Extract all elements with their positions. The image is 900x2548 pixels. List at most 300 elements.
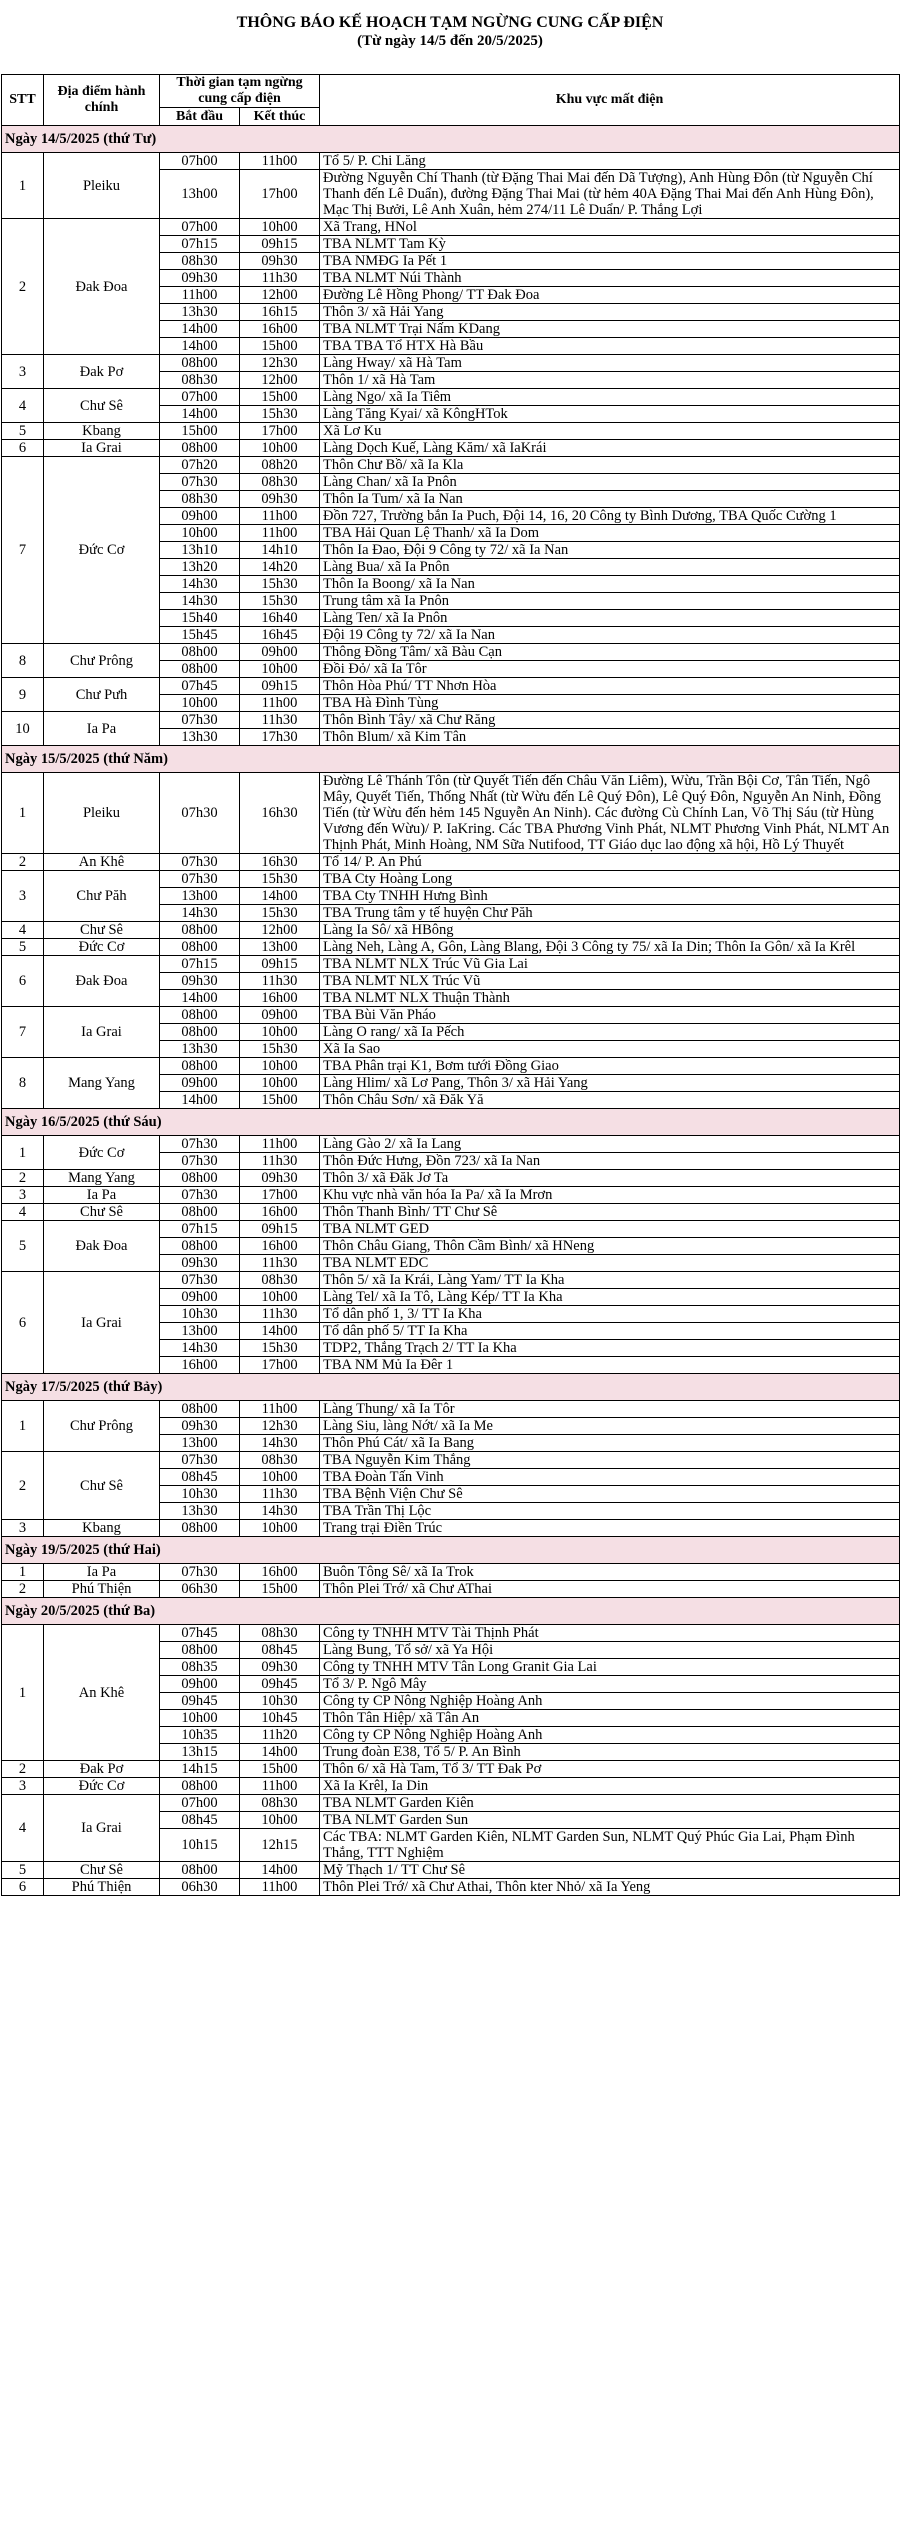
location-cell: Phú Thiện	[44, 1879, 160, 1896]
stt-cell: 1	[2, 1401, 44, 1452]
table-row	[2, 1795, 900, 1812]
end-time-cell: 08h20	[240, 457, 320, 474]
end-time-cell: 11h00	[240, 1778, 320, 1795]
start-time-cell: 08h45	[160, 1812, 240, 1829]
end-time-cell: 17h30	[240, 729, 320, 746]
location-cell: Chư Prông	[44, 644, 160, 678]
start-time-cell: 08h00	[160, 1058, 240, 1075]
area-cell: Trang trại Điền Trúc	[320, 1520, 900, 1537]
start-time-cell: 08h00	[160, 1520, 240, 1537]
area-cell: Thôn Blum/ xã Kim Tân	[320, 729, 900, 746]
schedule-body	[2, 126, 900, 1896]
end-time-cell: 17h00	[240, 1187, 320, 1204]
end-time-cell: 15h30	[240, 576, 320, 593]
area-cell: Tổ 3/ P. Ngô Mây	[320, 1676, 900, 1693]
start-time-cell: 14h30	[160, 1340, 240, 1357]
area-cell: Thôn Ia Tum/ xã Ia Nan	[320, 491, 900, 508]
table-row	[2, 355, 900, 372]
area-cell: Làng Chan/ xã Ia Pnôn	[320, 474, 900, 491]
end-time-cell: 11h20	[240, 1727, 320, 1744]
area-cell: Làng O rang/ xã Ia Pếch	[320, 1024, 900, 1041]
location-cell: Ia Grai	[44, 1795, 160, 1862]
end-time-cell: 14h30	[240, 1503, 320, 1520]
stt-cell: 5	[2, 939, 44, 956]
start-time-cell: 07h30	[160, 871, 240, 888]
end-time-cell: 08h30	[240, 1625, 320, 1642]
stt-cell: 2	[2, 1452, 44, 1520]
area-cell: Đường Lê Thánh Tôn (từ Quyết Tiến đến Châu Văn Liêm), Wừu, Trần Bội Cơ, Tân Tiến, Ngô Mây, Quyết Tiến, Thống Nhất (từ Wừu đến Lê Quý Đôn), Lê Quý Đôn, Nguyễn An Ninh, Đồng Tiến (từ Wừu đến hẻm 145 Nguyễn An Ninh). Các đường Cù Chính Lan, Võ Thị Sáu (từ Hùng Vương đến Wừu)/ P. IaKring. Các TBA Phương Vinh Phát, NLMT Phương Vinh Phát, NLMT An Thịnh Phát, Minh Hoàng, NM Sữa Nutifood, TT Giáo dục lao động xã hội, Hồ Lý Thuyết	[320, 773, 900, 854]
header-area: Khu vực mất điện	[320, 75, 900, 126]
location-cell: Chư Pưh	[44, 678, 160, 712]
area-cell: TBA Cty TNHH Hưng Bình	[320, 888, 900, 905]
end-time-cell: 11h00	[240, 1401, 320, 1418]
stt-cell: 9	[2, 678, 44, 712]
start-time-cell: 06h30	[160, 1581, 240, 1598]
area-cell: Thôn Châu Giang, Thôn Cầm Bình/ xã HNeng	[320, 1238, 900, 1255]
start-time-cell: 08h00	[160, 644, 240, 661]
start-time-cell: 14h00	[160, 1092, 240, 1109]
start-time-cell: 07h30	[160, 1452, 240, 1469]
table-row	[2, 1778, 900, 1795]
area-cell: Thôn Plei Trớ/ xã Chư Athai, Thôn kter Nhỏ/ xã Ia Yeng	[320, 1879, 900, 1896]
header-end: Kết thúc	[240, 108, 320, 126]
start-time-cell: 13h30	[160, 304, 240, 321]
start-time-cell: 08h00	[160, 1170, 240, 1187]
day-header-row	[2, 1374, 900, 1401]
stt-cell: 3	[2, 1187, 44, 1204]
area-cell: Làng Tel/ xã Ia Tô, Làng Kép/ TT Ia Kha	[320, 1289, 900, 1306]
end-time-cell: 14h10	[240, 542, 320, 559]
table-row	[2, 1761, 900, 1778]
start-time-cell: 10h00	[160, 1710, 240, 1727]
end-time-cell: 09h45	[240, 1676, 320, 1693]
end-time-cell: 08h30	[240, 474, 320, 491]
day-header-row	[2, 1598, 900, 1625]
end-time-cell: 16h00	[240, 321, 320, 338]
end-time-cell: 17h00	[240, 1357, 320, 1374]
start-time-cell: 14h00	[160, 406, 240, 423]
area-cell: TBA Đoàn Tấn Vinh	[320, 1469, 900, 1486]
stt-cell: 4	[2, 389, 44, 423]
location-cell: Chư Sê	[44, 1862, 160, 1879]
area-cell: TBA NMĐG Ia Pết 1	[320, 253, 900, 270]
table-row	[2, 712, 900, 729]
area-cell: TDP2, Thắng Trạch 2/ TT Ia Kha	[320, 1340, 900, 1357]
location-cell: Đức Cơ	[44, 1136, 160, 1170]
table-row	[2, 854, 900, 871]
area-cell: TBA Nguyễn Kim Thắng	[320, 1452, 900, 1469]
location-cell: Phú Thiện	[44, 1581, 160, 1598]
location-cell: Chư Păh	[44, 871, 160, 922]
area-cell: Làng Siu, làng Nớt/ xã Ia Me	[320, 1418, 900, 1435]
end-time-cell: 09h30	[240, 253, 320, 270]
start-time-cell: 07h30	[160, 1187, 240, 1204]
end-time-cell: 10h00	[240, 1058, 320, 1075]
end-time-cell: 16h00	[240, 1204, 320, 1221]
stt-cell: 2	[2, 1170, 44, 1187]
end-time-cell: 10h45	[240, 1710, 320, 1727]
table-row	[2, 1625, 900, 1642]
start-time-cell: 07h30	[160, 1136, 240, 1153]
area-cell: Đội 19 Công ty 72/ xã Ia Nan	[320, 627, 900, 644]
area-cell: Làng Neh, Làng A, Gôn, Làng Blang, Đội 3 Công ty 75/ xã Ia Din; Thôn Ia Gôn/ xã Ia Krêl	[320, 939, 900, 956]
area-cell: Làng Ten/ xã Ia Pnôn	[320, 610, 900, 627]
area-cell: TBA Bệnh Viện Chư Sê	[320, 1486, 900, 1503]
start-time-cell: 08h00	[160, 1401, 240, 1418]
area-cell: TBA NLMT GED	[320, 1221, 900, 1238]
start-time-cell: 08h00	[160, 939, 240, 956]
location-cell: Mang Yang	[44, 1058, 160, 1109]
start-time-cell: 08h00	[160, 1778, 240, 1795]
area-cell: TBA Trung tâm y tế huyện Chư Păh	[320, 905, 900, 922]
start-time-cell: 07h45	[160, 1625, 240, 1642]
start-time-cell: 07h30	[160, 1564, 240, 1581]
table-row	[2, 1058, 900, 1075]
end-time-cell: 10h30	[240, 1693, 320, 1710]
table-row	[2, 219, 900, 236]
stt-cell: 5	[2, 423, 44, 440]
area-cell: Làng Bung, Tổ sở/ xã Ya Hội	[320, 1642, 900, 1659]
table-row	[2, 1272, 900, 1289]
start-time-cell: 08h00	[160, 1204, 240, 1221]
table-row	[2, 939, 900, 956]
start-time-cell: 09h00	[160, 508, 240, 525]
end-time-cell: 16h15	[240, 304, 320, 321]
table-row	[2, 457, 900, 474]
start-time-cell: 15h40	[160, 610, 240, 627]
start-time-cell: 10h00	[160, 695, 240, 712]
area-cell: Khu vực nhà văn hóa Ia Pa/ xã Ia Mrơn	[320, 1187, 900, 1204]
end-time-cell: 11h00	[240, 153, 320, 170]
area-cell: Xã Trang, HNol	[320, 219, 900, 236]
start-time-cell: 09h30	[160, 973, 240, 990]
location-cell: Ia Grai	[44, 1272, 160, 1374]
location-cell: Chư Sê	[44, 389, 160, 423]
table-row	[2, 389, 900, 406]
stt-cell: 1	[2, 773, 44, 854]
start-time-cell: 10h35	[160, 1727, 240, 1744]
end-time-cell: 16h00	[240, 1564, 320, 1581]
start-time-cell: 07h00	[160, 389, 240, 406]
stt-cell: 10	[2, 712, 44, 746]
location-cell: Pleiku	[44, 153, 160, 219]
area-cell: TBA NLMT Garden Kiên	[320, 1795, 900, 1812]
end-time-cell: 11h30	[240, 1255, 320, 1272]
area-cell: Thôn Châu Sơn/ xã Đăk Yă	[320, 1092, 900, 1109]
end-time-cell: 15h00	[240, 338, 320, 355]
start-time-cell: 15h45	[160, 627, 240, 644]
end-time-cell: 14h00	[240, 1323, 320, 1340]
table-row	[2, 1581, 900, 1598]
end-time-cell: 12h00	[240, 922, 320, 939]
location-cell: An Khê	[44, 854, 160, 871]
start-time-cell: 08h45	[160, 1469, 240, 1486]
start-time-cell: 13h00	[160, 1323, 240, 1340]
end-time-cell: 11h00	[240, 525, 320, 542]
end-time-cell: 10h00	[240, 1520, 320, 1537]
end-time-cell: 08h30	[240, 1452, 320, 1469]
end-time-cell: 17h00	[240, 170, 320, 219]
end-time-cell: 15h00	[240, 1092, 320, 1109]
area-cell: TBA NLMT Trại Nấm KDang	[320, 321, 900, 338]
start-time-cell: 08h30	[160, 372, 240, 389]
area-cell: Công ty TNHH MTV Tân Long Granit Gia Lai	[320, 1659, 900, 1676]
start-time-cell: 13h10	[160, 542, 240, 559]
end-time-cell: 09h00	[240, 1007, 320, 1024]
start-time-cell: 14h15	[160, 1761, 240, 1778]
table-row	[2, 1170, 900, 1187]
area-cell: Làng Bua/ xã Ia Pnôn	[320, 559, 900, 576]
table-row	[2, 956, 900, 973]
area-cell: Đường Nguyễn Chí Thanh (từ Đặng Thai Mai đến Dã Tượng), Anh Hùng Đôn (từ Nguyễn Chí Thanh đến Lê Duẩn), đường Đặng Thai Mai (từ hẻm 40A Đặng Thai Mai đến Anh Hùng Đôn), Mạc Thị Bưởi, Lê Anh Xuân, hẻm 274/11 Lê Duẩn/ P. Thắng Lợi	[320, 170, 900, 219]
area-cell: Thôn Tân Hiệp/ xã Tân An	[320, 1710, 900, 1727]
area-cell: TBA NLMT Tam Kỳ	[320, 236, 900, 253]
start-time-cell: 14h30	[160, 593, 240, 610]
end-time-cell: 11h30	[240, 973, 320, 990]
area-cell: Thôn Ia Đao, Đội 9 Công ty 72/ xã Ia Nan	[320, 542, 900, 559]
end-time-cell: 09h30	[240, 1170, 320, 1187]
area-cell: Xã Ia Sao	[320, 1041, 900, 1058]
header-location: Địa điểm hành chính	[44, 75, 160, 126]
end-time-cell: 09h15	[240, 1221, 320, 1238]
area-cell: TBA TBA Tổ HTX Hà Bầu	[320, 338, 900, 355]
start-time-cell: 09h30	[160, 1255, 240, 1272]
stt-cell: 6	[2, 956, 44, 1007]
start-time-cell: 08h35	[160, 1659, 240, 1676]
stt-cell: 3	[2, 1520, 44, 1537]
end-time-cell: 12h00	[240, 287, 320, 304]
location-cell: Đức Cơ	[44, 939, 160, 956]
table-row	[2, 1879, 900, 1896]
table-row	[2, 922, 900, 939]
area-cell: Thôn 3/ xã Hải Yang	[320, 304, 900, 321]
start-time-cell: 13h30	[160, 729, 240, 746]
location-cell: Đak Đoa	[44, 1221, 160, 1272]
area-cell: TBA Bùi Văn Pháo	[320, 1007, 900, 1024]
end-time-cell: 16h40	[240, 610, 320, 627]
area-cell: TBA Trần Thị Lộc	[320, 1503, 900, 1520]
start-time-cell: 07h00	[160, 1795, 240, 1812]
start-time-cell: 11h00	[160, 287, 240, 304]
end-time-cell: 16h30	[240, 773, 320, 854]
start-time-cell: 13h30	[160, 1041, 240, 1058]
location-cell: Đak Pơ	[44, 355, 160, 389]
area-cell: TBA NLMT Núi Thành	[320, 270, 900, 287]
start-time-cell: 10h00	[160, 525, 240, 542]
location-cell: Ia Grai	[44, 440, 160, 457]
area-cell: Công ty TNHH MTV Tài Thịnh Phát	[320, 1625, 900, 1642]
start-time-cell: 08h30	[160, 491, 240, 508]
day-header-row	[2, 746, 900, 773]
start-time-cell: 08h00	[160, 1238, 240, 1255]
start-time-cell: 13h00	[160, 888, 240, 905]
end-time-cell: 12h00	[240, 372, 320, 389]
start-time-cell: 14h00	[160, 321, 240, 338]
location-cell: Ia Pa	[44, 712, 160, 746]
end-time-cell: 10h00	[240, 440, 320, 457]
area-cell: Tổ dân phố 1, 3/ TT Ia Kha	[320, 1306, 900, 1323]
area-cell: Làng Hlim/ xã Lơ Pang, Thôn 3/ xã Hải Yang	[320, 1075, 900, 1092]
start-time-cell: 08h30	[160, 253, 240, 270]
start-time-cell: 07h30	[160, 854, 240, 871]
table-row	[2, 1007, 900, 1024]
stt-cell: 5	[2, 1862, 44, 1879]
start-time-cell: 07h30	[160, 1153, 240, 1170]
area-cell: Xã Lơ Ku	[320, 423, 900, 440]
end-time-cell: 16h45	[240, 627, 320, 644]
end-time-cell: 12h15	[240, 1829, 320, 1862]
stt-cell: 5	[2, 1221, 44, 1272]
area-cell: Thôn Bình Tây/ xã Chư Răng	[320, 712, 900, 729]
area-cell: Thông Đồng Tâm/ xã Bàu Cạn	[320, 644, 900, 661]
area-cell: Tổ dân phố 5/ TT Ia Kha	[320, 1323, 900, 1340]
stt-cell: 1	[2, 1136, 44, 1170]
area-cell: Tổ 14/ P. An Phú	[320, 854, 900, 871]
end-time-cell: 10h00	[240, 1024, 320, 1041]
stt-cell: 7	[2, 1007, 44, 1058]
area-cell: TBA Hải Quan Lệ Thanh/ xã Ia Dom	[320, 525, 900, 542]
area-cell: Làng Ngo/ xã Ia Tiêm	[320, 389, 900, 406]
start-time-cell: 10h15	[160, 1829, 240, 1862]
end-time-cell: 09h15	[240, 956, 320, 973]
stt-cell: 4	[2, 922, 44, 939]
end-time-cell: 16h30	[240, 854, 320, 871]
location-cell: Ia Pa	[44, 1564, 160, 1581]
end-time-cell: 08h30	[240, 1272, 320, 1289]
area-cell: Làng Tăng Kyai/ xã KôngHTok	[320, 406, 900, 423]
location-cell: Đức Cơ	[44, 1778, 160, 1795]
start-time-cell: 08h00	[160, 440, 240, 457]
area-cell: Xã Ia Krêl, Ia Din	[320, 1778, 900, 1795]
start-time-cell: 07h15	[160, 956, 240, 973]
table-row	[2, 644, 900, 661]
start-time-cell: 07h00	[160, 153, 240, 170]
end-time-cell: 08h30	[240, 1795, 320, 1812]
end-time-cell: 11h00	[240, 695, 320, 712]
area-cell: Thôn 5/ xã Ia Krái, Làng Yam/ TT Ia Kha	[320, 1272, 900, 1289]
area-cell: Làng Hway/ xã Hà Tam	[320, 355, 900, 372]
area-cell: Thôn Phú Cát/ xã Ia Bang	[320, 1435, 900, 1452]
end-time-cell: 12h30	[240, 355, 320, 372]
end-time-cell: 17h00	[240, 423, 320, 440]
area-cell: Làng Ia Sô/ xã HBông	[320, 922, 900, 939]
start-time-cell: 14h30	[160, 905, 240, 922]
stt-cell: 6	[2, 1272, 44, 1374]
start-time-cell: 16h00	[160, 1357, 240, 1374]
table-row	[2, 1520, 900, 1537]
start-time-cell: 07h15	[160, 1221, 240, 1238]
start-time-cell: 08h00	[160, 355, 240, 372]
table-row	[2, 1401, 900, 1418]
start-time-cell: 13h00	[160, 1435, 240, 1452]
stt-cell: 3	[2, 871, 44, 922]
area-cell: Buôn Tông Sê/ xã Ia Trok	[320, 1564, 900, 1581]
area-cell: Đường Lê Hồng Phong/ TT Đak Đoa	[320, 287, 900, 304]
location-cell: Đak Đoa	[44, 956, 160, 1007]
area-cell: Làng Thung/ xã Ia Tôr	[320, 1401, 900, 1418]
header-stt: STT	[2, 75, 44, 126]
area-cell: TBA NM Mủ Ia Đêr 1	[320, 1357, 900, 1374]
area-cell: Thôn 3/ xã Đăk Jơ Ta	[320, 1170, 900, 1187]
end-time-cell: 10h00	[240, 1812, 320, 1829]
area-cell: Thôn Chư Bồ/ xã Ia Kla	[320, 457, 900, 474]
stt-cell: 6	[2, 440, 44, 457]
start-time-cell: 08h00	[160, 922, 240, 939]
area-cell: Thôn Đức Hưng, Đồn 723/ xã Ia Nan	[320, 1153, 900, 1170]
header-start: Bắt đầu	[160, 108, 240, 126]
area-cell: Các TBA: NLMT Garden Kiên, NLMT Garden Sun, NLMT Quý Phúc Gia Lai, Phạm Đình Thắng, TTT Nghiệm	[320, 1829, 900, 1862]
day-label: Ngày 14/5/2025 (thứ Tư)	[2, 126, 900, 153]
start-time-cell: 09h30	[160, 1418, 240, 1435]
area-cell: Trung đoàn E38, Tổ 5/ P. An Bình	[320, 1744, 900, 1761]
day-header-row	[2, 1109, 900, 1136]
start-time-cell: 09h30	[160, 270, 240, 287]
end-time-cell: 10h00	[240, 1075, 320, 1092]
area-cell: Thôn Plei Trớ/ xã Chư AThai	[320, 1581, 900, 1598]
table-row	[2, 1221, 900, 1238]
stt-cell: 8	[2, 644, 44, 678]
end-time-cell: 10h00	[240, 219, 320, 236]
start-time-cell: 13h20	[160, 559, 240, 576]
end-time-cell: 14h00	[240, 888, 320, 905]
location-cell: Chư Sê	[44, 1452, 160, 1520]
location-cell: Kbang	[44, 1520, 160, 1537]
stt-cell: 2	[2, 219, 44, 355]
start-time-cell: 09h00	[160, 1289, 240, 1306]
day-label: Ngày 19/5/2025 (thứ Hai)	[2, 1537, 900, 1564]
start-time-cell: 08h00	[160, 661, 240, 678]
end-time-cell: 11h30	[240, 270, 320, 287]
day-label: Ngày 20/5/2025 (thứ Ba)	[2, 1598, 900, 1625]
end-time-cell: 15h30	[240, 1340, 320, 1357]
start-time-cell: 13h00	[160, 170, 240, 219]
stt-cell: 2	[2, 854, 44, 871]
end-time-cell: 09h15	[240, 236, 320, 253]
area-cell: TBA Phân trại K1, Bơm tưới Đồng Giao	[320, 1058, 900, 1075]
area-cell: Thôn 1/ xã Hà Tam	[320, 372, 900, 389]
start-time-cell: 09h00	[160, 1676, 240, 1693]
end-time-cell: 11h30	[240, 1306, 320, 1323]
start-time-cell: 14h00	[160, 338, 240, 355]
area-cell: Thôn Ia Boong/ xã Ia Nan	[320, 576, 900, 593]
end-time-cell: 15h30	[240, 871, 320, 888]
day-header-row	[2, 1537, 900, 1564]
start-time-cell: 09h45	[160, 1693, 240, 1710]
end-time-cell: 14h20	[240, 559, 320, 576]
table-row	[2, 1452, 900, 1469]
area-cell: TBA NLMT Garden Sun	[320, 1812, 900, 1829]
table-row	[2, 1136, 900, 1153]
location-cell: Chư Sê	[44, 1204, 160, 1221]
end-time-cell: 11h00	[240, 1136, 320, 1153]
start-time-cell: 14h00	[160, 990, 240, 1007]
area-cell: Làng Gào 2/ xã Ia Lang	[320, 1136, 900, 1153]
location-cell: Ia Pa	[44, 1187, 160, 1204]
location-cell: Kbang	[44, 423, 160, 440]
end-time-cell: 15h30	[240, 593, 320, 610]
day-header-row	[2, 126, 900, 153]
end-time-cell: 14h30	[240, 1435, 320, 1452]
start-time-cell: 09h00	[160, 1075, 240, 1092]
area-cell: TBA NLMT NLX Trúc Vũ	[320, 973, 900, 990]
location-cell: Đức Cơ	[44, 457, 160, 644]
area-cell: Thôn Thanh Bình/ TT Chư Sê	[320, 1204, 900, 1221]
end-time-cell: 11h30	[240, 1486, 320, 1503]
end-time-cell: 15h00	[240, 1581, 320, 1598]
end-time-cell: 09h30	[240, 1659, 320, 1676]
start-time-cell: 08h00	[160, 1024, 240, 1041]
start-time-cell: 14h30	[160, 576, 240, 593]
